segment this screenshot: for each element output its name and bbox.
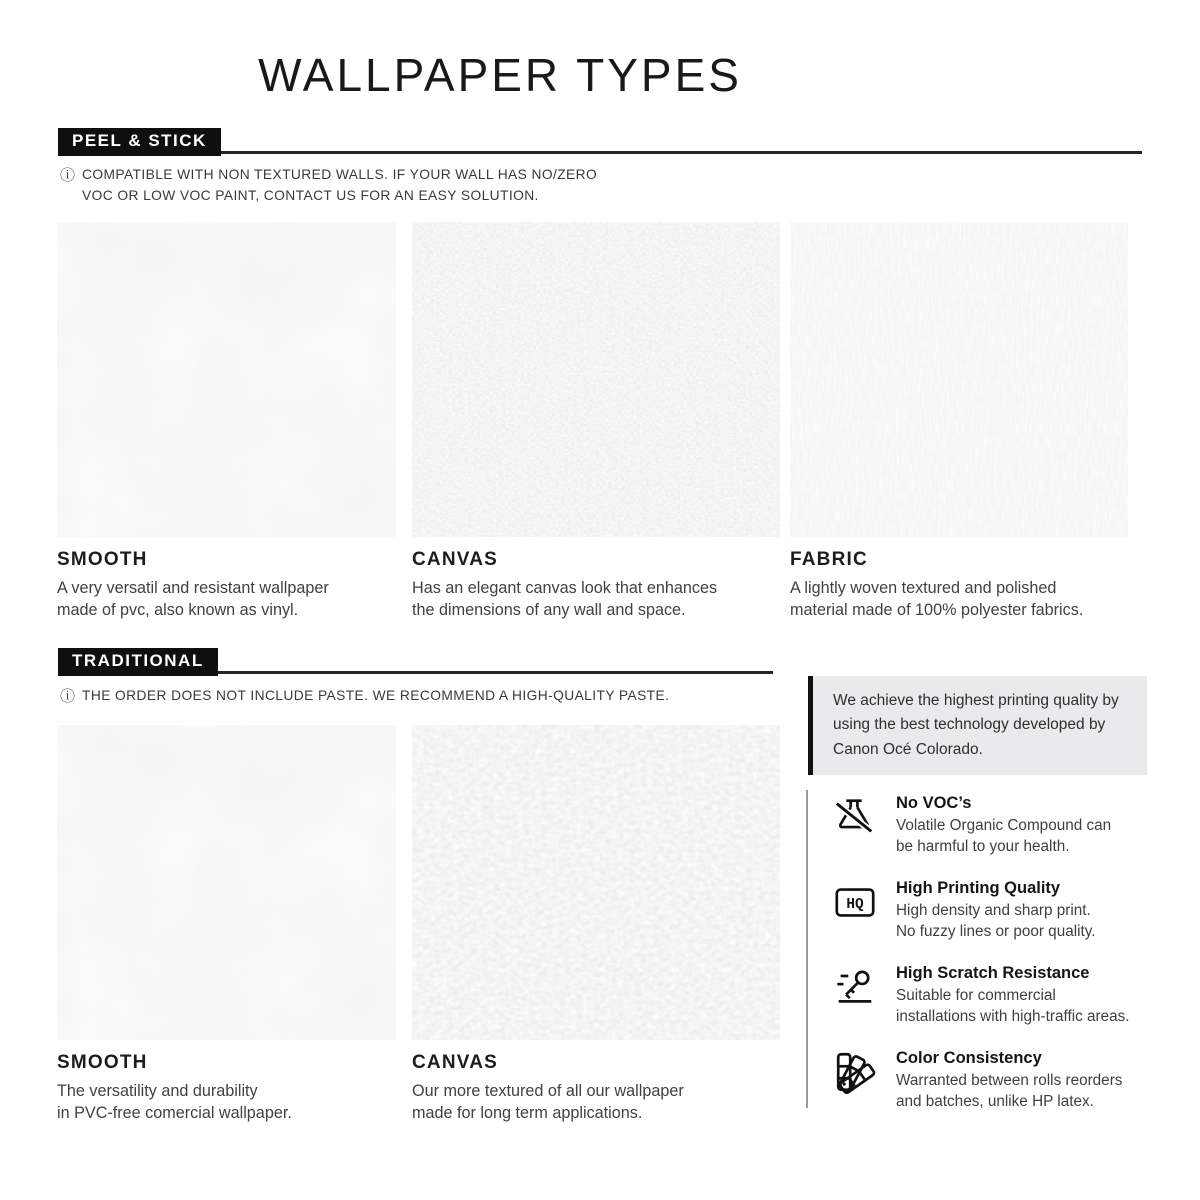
traditional-section-label: TRADITIONAL — [58, 648, 218, 676]
swatch-title: FABRIC — [790, 549, 868, 570]
swatch-description — [412, 1080, 780, 1124]
feature-no-voc — [832, 794, 1162, 858]
swatch-column-canvas-peel — [412, 222, 780, 621]
feature-description — [896, 1071, 1122, 1113]
desc-line: Has an elegant canvas look that enhances — [412, 579, 718, 597]
feature-high-scratch-resistance — [832, 964, 1162, 1028]
swatch-column-smooth-traditional — [57, 725, 396, 1124]
desc-line: Warranted between rolls reorders — [896, 1072, 1123, 1089]
desc-line: made of pvc, also known as vinyl. — [57, 601, 299, 620]
smooth-texture-image — [57, 725, 396, 1040]
feature-description — [896, 901, 1096, 943]
swatch-title: SMOOTH — [57, 1052, 148, 1073]
feature-color-consistency — [832, 1049, 1162, 1113]
swatch-description — [412, 577, 780, 621]
feature-title: High Scratch Resistance — [896, 964, 1090, 982]
feature-title: High Printing Quality — [896, 879, 1061, 897]
fabric-texture-image — [790, 222, 1128, 537]
feature-text — [896, 1049, 1122, 1113]
traditional-note-text — [82, 686, 669, 707]
swatch-title: SMOOTH — [57, 549, 148, 570]
scratch-resistant-key-icon — [832, 964, 878, 1010]
traditional-note — [60, 686, 669, 708]
hq-badge-text: HQ — [846, 897, 864, 914]
desc-line: Volatile Organic Compound can — [896, 817, 1112, 834]
desc-line: Suitable for commercial — [896, 987, 1056, 1004]
feature-text — [896, 879, 1096, 943]
feature-high-printing-quality — [832, 879, 1162, 943]
color-swatches-icon — [832, 1049, 878, 1095]
desc-line: the dimensions of any wall and space. — [412, 601, 686, 620]
feature-text — [896, 964, 1130, 1028]
desc-line: A very versatil and resistant wallpaper — [57, 579, 329, 597]
hq-badge-icon — [832, 879, 878, 925]
note-line: THE ORDER DOES NOT INCLUDE PASTE. WE RECOMMEND A HIGH-QUALITY PASTE. — [82, 688, 670, 703]
info-icon: ⓘ — [60, 167, 76, 184]
swatch-column-smooth-peel — [57, 222, 396, 621]
features-divider-line — [806, 790, 808, 1108]
swatch-title: CANVAS — [412, 549, 499, 570]
canvas-texture-image — [412, 222, 780, 537]
desc-line: material made of 100% polyester fabrics. — [790, 601, 1084, 620]
swatch-title: CANVAS — [412, 1052, 499, 1073]
swatch-column-canvas-traditional — [412, 725, 780, 1124]
canvas-texture-image — [412, 725, 780, 1040]
peel-stick-note — [60, 165, 597, 206]
printing-quality-quote: We achieve the highest printing quality by using the best technology developed by Canon Océ Colorado. — [808, 676, 1147, 775]
desc-line: be harmful to your health. — [896, 837, 1070, 855]
feature-title: No VOC’s — [896, 794, 972, 812]
feature-description — [896, 816, 1111, 858]
desc-line: made for long term applications. — [412, 1104, 643, 1123]
note-line: VOC OR LOW VOC PAINT, CONTACT US FOR AN EASY SOLUTION. — [82, 187, 539, 203]
desc-line: and batches, unlike HP latex. — [896, 1092, 1094, 1110]
desc-line: No fuzzy lines or poor quality. — [896, 922, 1096, 940]
desc-line: A lightly woven textured and polished — [790, 579, 1057, 597]
swatch-column-fabric-peel — [790, 222, 1128, 621]
swatch-description — [790, 577, 1128, 621]
desc-line: The versatility and durability — [57, 1082, 258, 1100]
feature-text — [896, 794, 1111, 858]
page-title: WALLPAPER TYPES — [258, 49, 742, 101]
smooth-texture-image — [57, 222, 396, 537]
note-line: COMPATIBLE WITH NON TEXTURED WALLS. IF YOUR WALL HAS NO/ZERO — [82, 167, 598, 182]
no-voc-flask-icon — [832, 794, 878, 840]
feature-title: Color Consistency — [896, 1049, 1042, 1067]
desc-line: in PVC-free comercial wallpaper. — [57, 1104, 292, 1123]
info-icon: ⓘ — [60, 688, 76, 705]
swatch-description — [57, 577, 396, 621]
desc-line: Our more textured of all our wallpaper — [412, 1082, 684, 1100]
peel-stick-note-text — [82, 165, 597, 206]
peel-stick-section-label: PEEL & STICK — [58, 128, 221, 156]
feature-description — [896, 986, 1130, 1028]
desc-line: installations with high-traffic areas. — [896, 1007, 1130, 1025]
desc-line: High density and sharp print. — [896, 902, 1091, 919]
swatch-description — [57, 1080, 396, 1124]
